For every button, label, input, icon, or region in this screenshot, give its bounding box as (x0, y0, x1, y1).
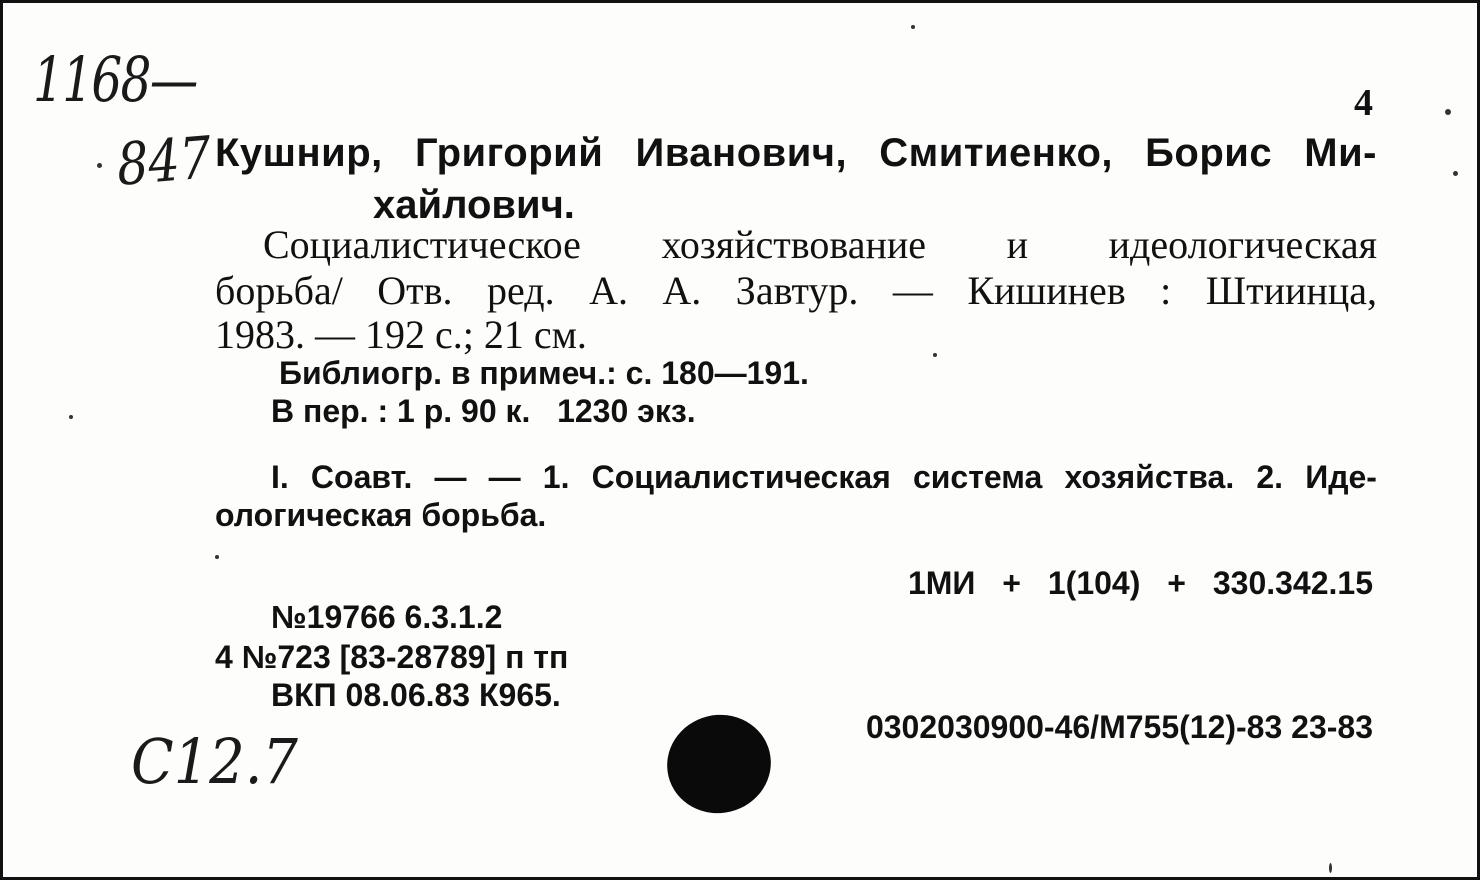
dust-speck (1445, 109, 1451, 115)
word: 1. (542, 459, 570, 495)
title-line-2 (215, 267, 1377, 314)
word: Кишинев (967, 268, 1126, 313)
call-number-bottom: 847 (115, 123, 213, 199)
word: Иде- (1305, 459, 1377, 495)
word: Борис (1145, 131, 1273, 175)
word: борьба/ (215, 268, 343, 313)
word: — (488, 459, 521, 495)
publisher-code: 0302030900-46/М755(12)-83 23-83 (865, 709, 1373, 745)
word: Отв. (377, 268, 453, 313)
call-number-top: 1168— (33, 43, 197, 116)
word: Завтур. (735, 268, 859, 313)
card-number: 4 (1354, 82, 1373, 124)
word: Соавт. (310, 459, 413, 495)
word: — (892, 268, 933, 313)
word: и (1006, 222, 1029, 267)
author-line-1 (215, 131, 1377, 176)
word: 2. (1256, 459, 1284, 495)
dust-speck (215, 555, 219, 559)
registration-line-1: №19766 6.3.1.2 (271, 599, 503, 635)
word: ред. (487, 268, 555, 313)
title-line-3: 1983. — 192 с.; 21 см. (215, 312, 587, 357)
classification-index: 1МИ + 1(104) + 330.342.15 (907, 565, 1373, 601)
title-line-1 (215, 221, 1377, 268)
word: А. (662, 268, 702, 313)
word: Иванович, (635, 131, 848, 175)
word: : (1160, 268, 1172, 313)
dust-speck (1453, 171, 1458, 176)
word: идеологическая (1108, 222, 1377, 267)
word: Социалистическое (263, 222, 581, 267)
tracing-line-2: ологическая борьба. (215, 497, 547, 533)
dust-speck (1329, 863, 1332, 873)
word: А. (589, 268, 628, 313)
word: Кушнир, (215, 131, 383, 175)
word: Социалистическая (591, 459, 891, 495)
word: Ми- (1304, 131, 1377, 175)
dust-speck (911, 25, 915, 29)
word: система (912, 459, 1043, 495)
bibliography-note: Библиогр. в примеч.: с. 180—191. (279, 355, 809, 391)
price-note: В пер. : 1 р. 90 к. 1230 экз. (271, 393, 696, 429)
word: I. (271, 459, 289, 495)
word: хозяйствование (661, 222, 927, 267)
word: — (434, 459, 467, 495)
word: Смитиенко, (879, 131, 1113, 175)
shelf-mark: С12.7 (131, 725, 298, 798)
registration-line-3: ВКП 08.06.83 К965. (271, 677, 561, 713)
tracing-line-1 (271, 459, 1377, 496)
word: Григорий (414, 131, 604, 175)
dust-speck (69, 415, 73, 419)
dust-speck (933, 353, 937, 357)
punch-hole (657, 704, 782, 824)
word: хозяйства. (1064, 459, 1235, 495)
registration-line-2: 4 №723 [83-28789] п тп (215, 639, 569, 675)
dust-speck (97, 163, 102, 168)
author-line-2: хайлович. (373, 183, 575, 227)
word: Штиинца, (1205, 268, 1377, 313)
